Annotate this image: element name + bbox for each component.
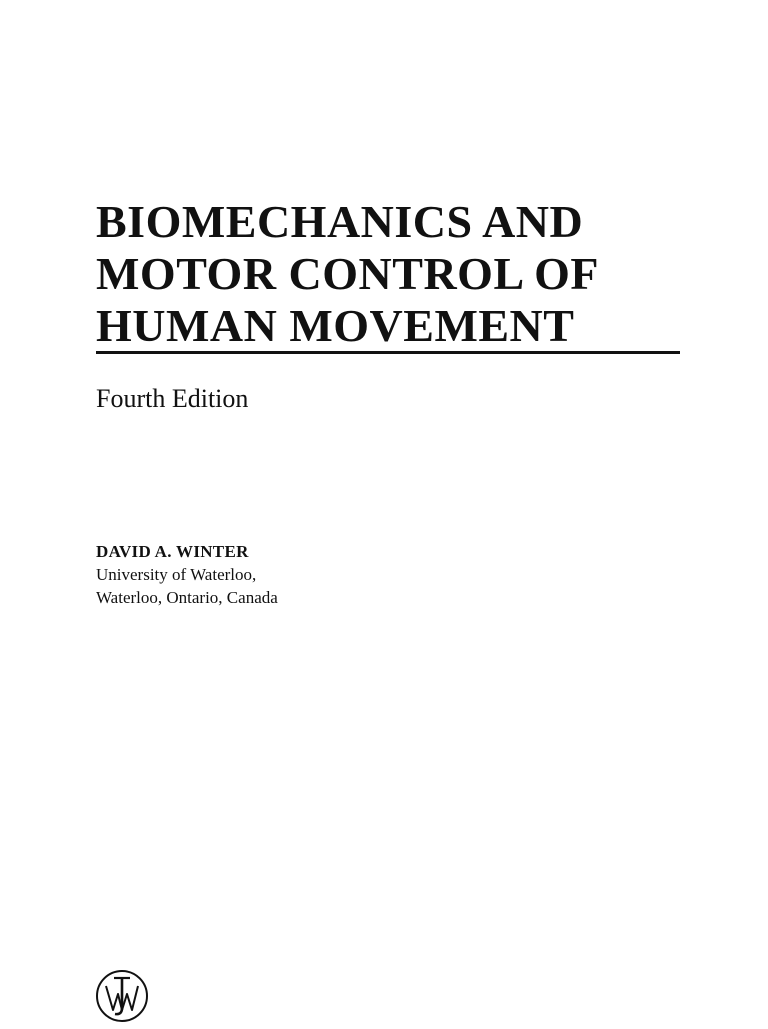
wiley-seal-icon xyxy=(94,964,150,1024)
author-affiliation-line: University of Waterloo, xyxy=(96,565,257,584)
author-affiliation-line: Waterloo, Ontario, Canada xyxy=(96,588,278,607)
book-title-line: MOTOR CONTROL OF xyxy=(96,248,599,299)
author-block xyxy=(96,541,278,609)
book-title xyxy=(96,196,696,352)
edition-label: Fourth Edition xyxy=(96,384,249,413)
author-name: DAVID A. WINTER xyxy=(96,542,249,561)
book-title-line: HUMAN MOVEMENT xyxy=(96,300,575,351)
book-title-line: BIOMECHANICS AND xyxy=(96,196,584,247)
title-divider xyxy=(96,351,680,354)
